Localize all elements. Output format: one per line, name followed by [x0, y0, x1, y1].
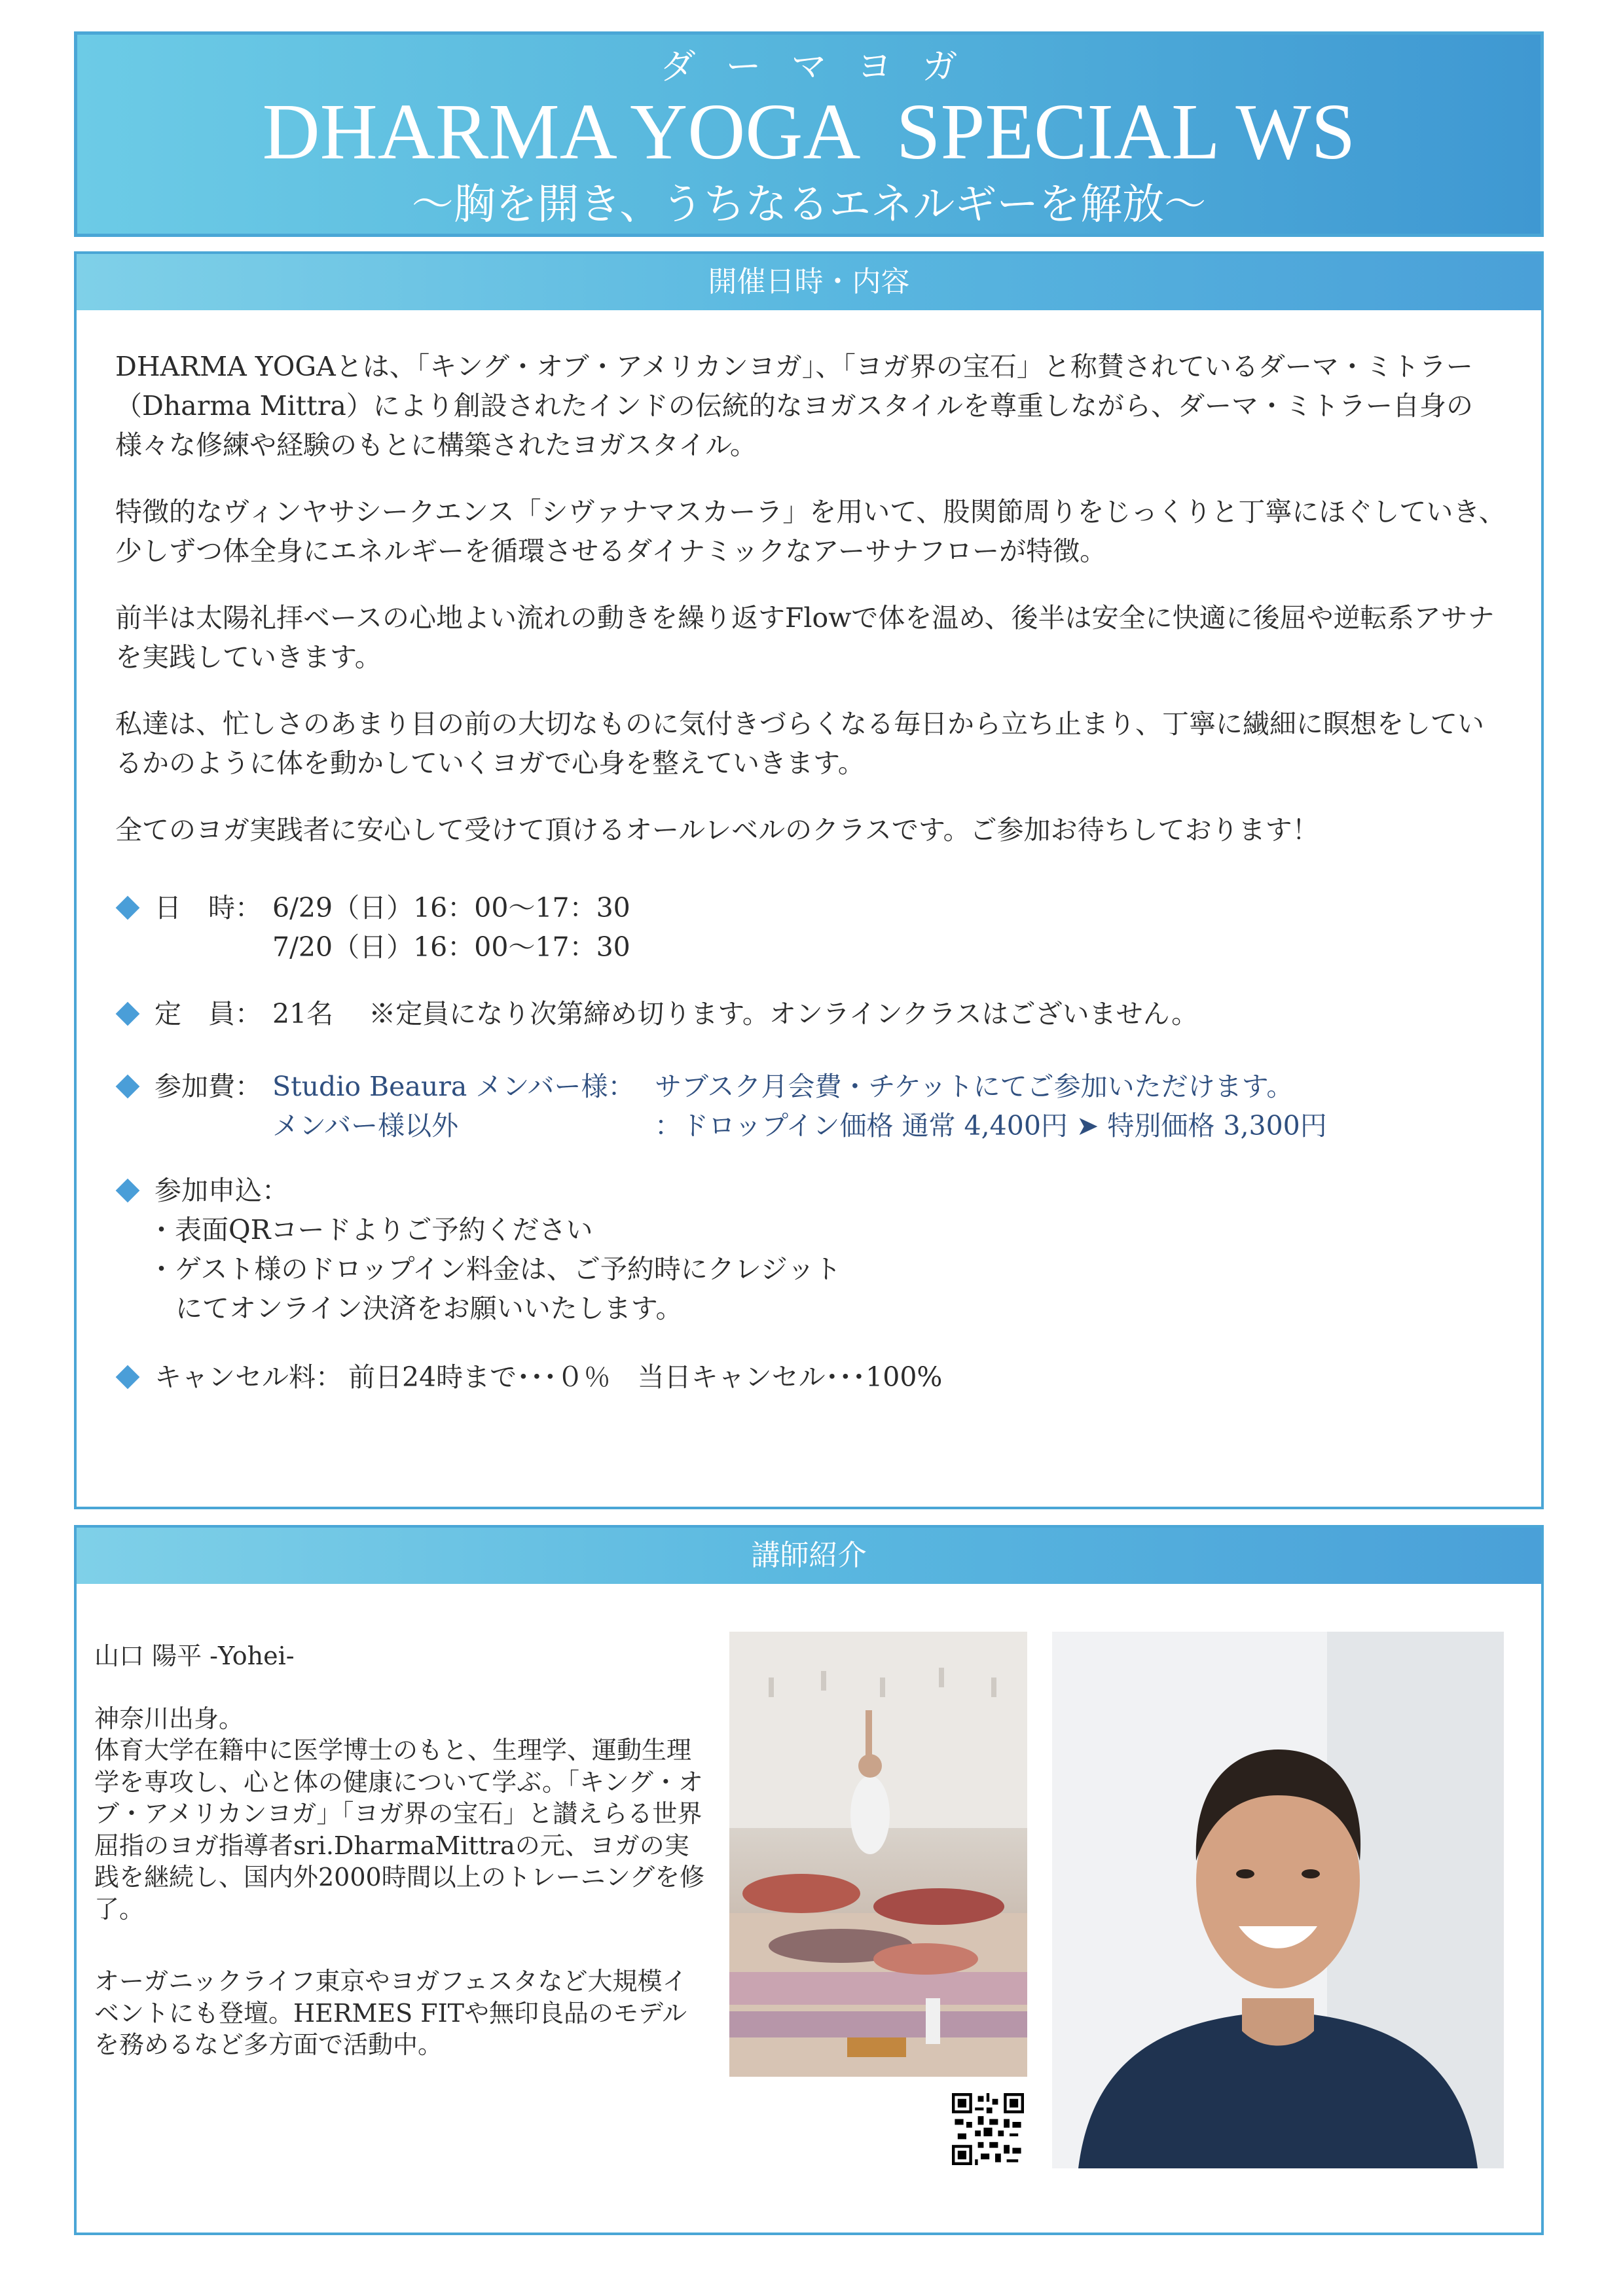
application-label: 参加申込：	[155, 1175, 289, 1206]
section-heading-instructor: 講師紹介	[77, 1528, 1541, 1584]
cancel-label: キャンセル料：	[155, 1361, 342, 1393]
paragraph-features: 特徴的なヴィンヤサシークエンス「シヴァナマスカーラ」を用いて、股関節周りをじっくりと丁寧にほぐしていき、少しずつ体全身にエネルギーを循環させるダイナミックなアーサナフローが特徴。	[115, 496, 1506, 567]
application-item-payment-cont: にてオンライン決済をお願いいたします。	[175, 1293, 683, 1324]
fee-nonmember-label: メンバー様以外	[272, 1110, 459, 1141]
paragraph-intro: DHARMA YOGAとは、「キング・オブ・アメリカンヨガ」、「ヨガ界の宝石」と称賛されているダーマ・ミトラー（Dharma Mittra）により創設されたインドの伝統的なヨガスタイルを尊重しながら、ダーマ・ミトラー自身の様々な修練や経験のもとに構築されたヨガスタイル。	[115, 351, 1473, 461]
schedule-date-2: 7/20（日）16：00〜17：30	[272, 931, 630, 963]
instructor-activities: オーガニックライフ東京やヨガフェスタなど大規模イベントにも登壇。HERMES FITや無印良品のモデルを務めるなど多方面で活動中。	[94, 1967, 687, 2059]
section-heading-details: 開催日時・内容	[77, 254, 1541, 310]
schedule-date-1: 6/29（日）16：00〜17：30	[272, 892, 630, 924]
instructor-origin: 神奈川出身。	[94, 1704, 244, 1733]
instructor-bio: 体育大学在籍中に医学博士のもと、生理学、運動生理学を専攻し、心と体の健康について学ぶ。「キング・オブ・アメリカンヨガ」「ヨガ界の宝石」と讃えらる世界屈指のヨガ指導者sri.DharmaMittraの元、ヨガの実践を継続し、国内外2000時間以上のトレーニングを修了。	[94, 1736, 704, 1924]
fee-member-label: Studio Beaura メンバー様：	[272, 1071, 635, 1102]
application-item-qr: ・表面QRコードよりご予約ください	[148, 1214, 593, 1246]
page-subtitle: 〜胸を開き、うちなるエネルギーを解放〜	[411, 181, 1207, 229]
paragraph-mindfulness: 私達は、忙しさのあまり目の前の大切なものに気付きづらくなる毎日から立ち止まり、丁寧に繊細に瞑想をしているかのように体を動かしていくヨガで心身を整えていきます。	[115, 708, 1484, 779]
page-title: DHARMA YOGA SPECIAL WS	[262, 88, 1356, 176]
header-banner	[74, 31, 1544, 237]
class-photo	[729, 1632, 1027, 2077]
fee-nonmember-value: ：ドロップイン価格 通常 4,400円 ➤ 特別価格 3,300円	[655, 1110, 1327, 1141]
paragraph-flow: 前半は太陽礼拝ベースの心地よい流れの動きを繰り返すFlowで体を温め、後半は安全に快適に後屈や逆転系アサナを実践していきます。	[115, 602, 1495, 673]
capacity-label: 定 員：	[155, 998, 262, 1030]
qr-code-icon[interactable]	[952, 2093, 1024, 2165]
cancel-value: 前日24時まで･･･０％ 当日キャンセル･･･100%	[348, 1361, 943, 1393]
paragraph-all-levels: 全てのヨガ実践者に安心して受けて頂けるオールレベルのクラスです。ご参加お待ちしております！	[115, 814, 1319, 846]
instructor-name: 山口 陽平 -Yohei-	[94, 1641, 295, 1670]
title-kana: ダーマヨガ	[660, 46, 988, 87]
fee-label: 参加費：	[155, 1071, 262, 1102]
schedule-label: 日 時：	[155, 892, 262, 924]
capacity-value: 21名 ※定員になり次第締め切ります。オンラインクラスはございません。	[272, 998, 1199, 1030]
application-item-payment: ・ゲスト様のドロップイン料金は、ご予約時にクレジット	[148, 1253, 841, 1285]
instructor-portrait	[1052, 1632, 1504, 2168]
fee-member-value: サブスク月会費・チケットにてご参加いただけます。	[655, 1071, 1294, 1102]
